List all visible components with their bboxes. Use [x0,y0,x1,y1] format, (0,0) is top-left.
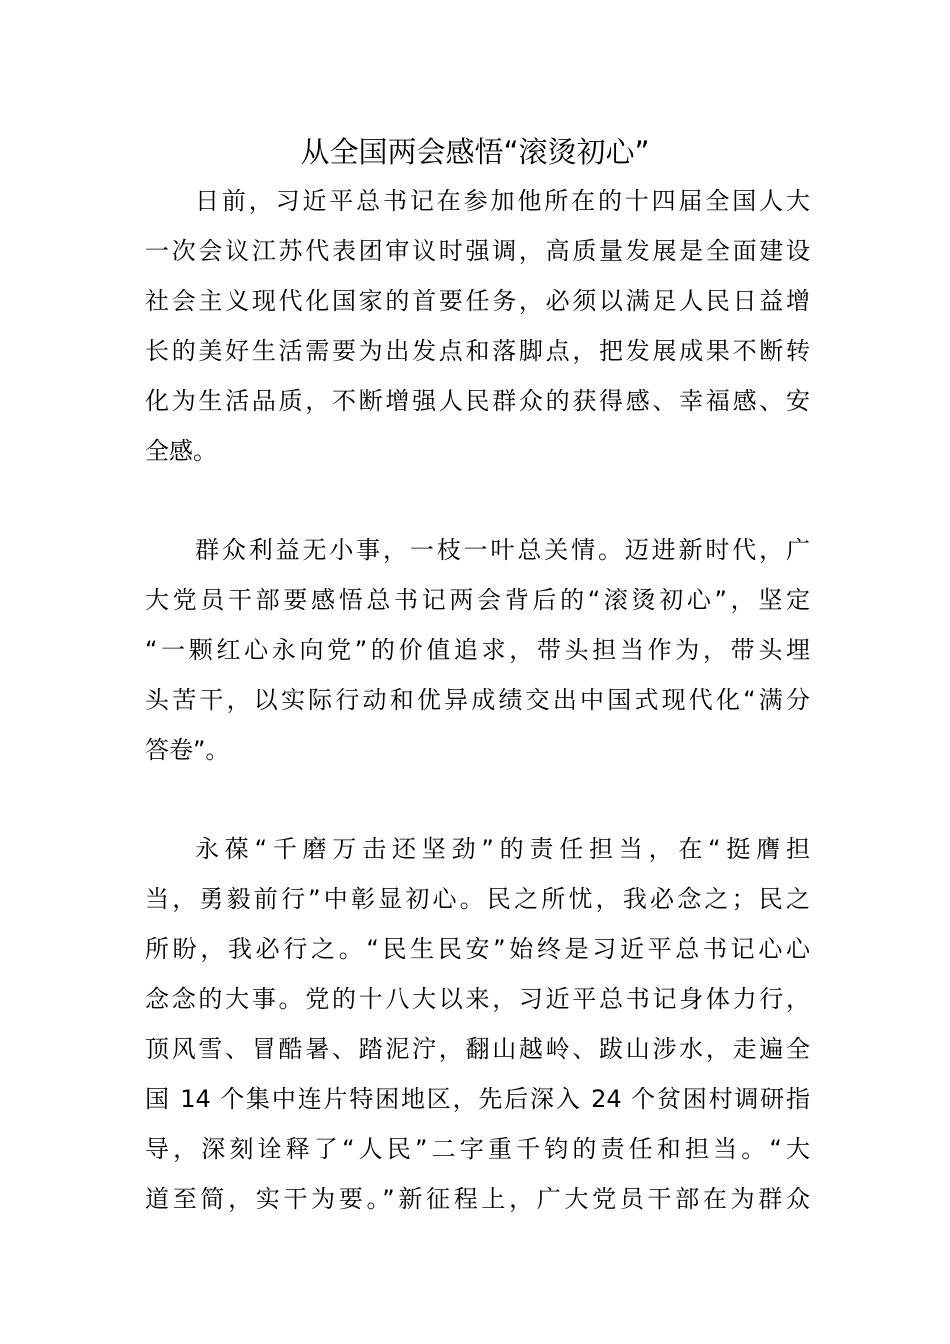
paragraph-3-line-8: 道至简，实干为要。”新征程上，广大党员干部在为群众 [145,1185,810,1213]
paragraph-2-line-4: 头苦干，以实际行动和优异成绩交出中国式现代化“满分 [145,686,810,714]
paragraph-1-line-2: 一次会议江苏代表团审议时强调，高质量发展是全面建设 [145,237,810,265]
paragraph-2-line-3: “一颗红心永向党”的价值追求，带头担当作为，带头埋 [145,636,810,664]
paragraph-1-line-5: 化为生活品质，不断增强人民群众的获得感、幸福感、安 [145,387,810,415]
paragraph-3-line-3: 所盼，我必行之。“民生民安”始终是习近平总书记心心 [145,935,810,963]
paragraph-2-line-5: 答卷”。 [145,736,230,764]
paragraph-3-line-1: 永葆“千磨万击还坚劲”的责任担当，在“挺膺担 [195,835,810,863]
paragraph-2-line-2: 大党员干部要感悟总书记两会背后的“滚烫初心”，坚定 [145,586,810,614]
paragraph-2-line-1: 群众利益无小事，一枝一叶总关情。迈进新时代，广 [195,536,810,564]
paragraph-1-line-3: 社会主义现代化国家的首要任务，必须以满足人民日益增 [145,287,810,315]
paragraph-1-line-1: 日前，习近平总书记在参加他所在的十四届全国人大 [195,187,810,215]
paragraph-3-line-6: 国 14 个集中连片特困地区，先后深入 24 个贫困村调研指 [145,1085,810,1113]
paragraph-3-line-5: 顶风雪、冒酷暑、踏泥泞，翻山越岭、跋山涉水，走遍全 [145,1035,810,1063]
paragraph-3-line-4: 念念的大事。党的十八大以来，习近平总书记身体力行， [145,985,810,1013]
document-title: 从全国两会感悟“滚烫初心” [300,135,650,169]
paragraph-3-line-7: 导，深刻诠释了“人民”二字重千钧的责任和担当。“大 [145,1135,810,1163]
paragraph-3-line-2: 当，勇毅前行”中彰显初心。民之所忧，我必念之；民之 [145,885,810,913]
paragraph-1-line-6: 全感。 [145,437,217,465]
paragraph-1-line-4: 长的美好生活需要为出发点和落脚点，把发展成果不断转 [145,337,810,365]
